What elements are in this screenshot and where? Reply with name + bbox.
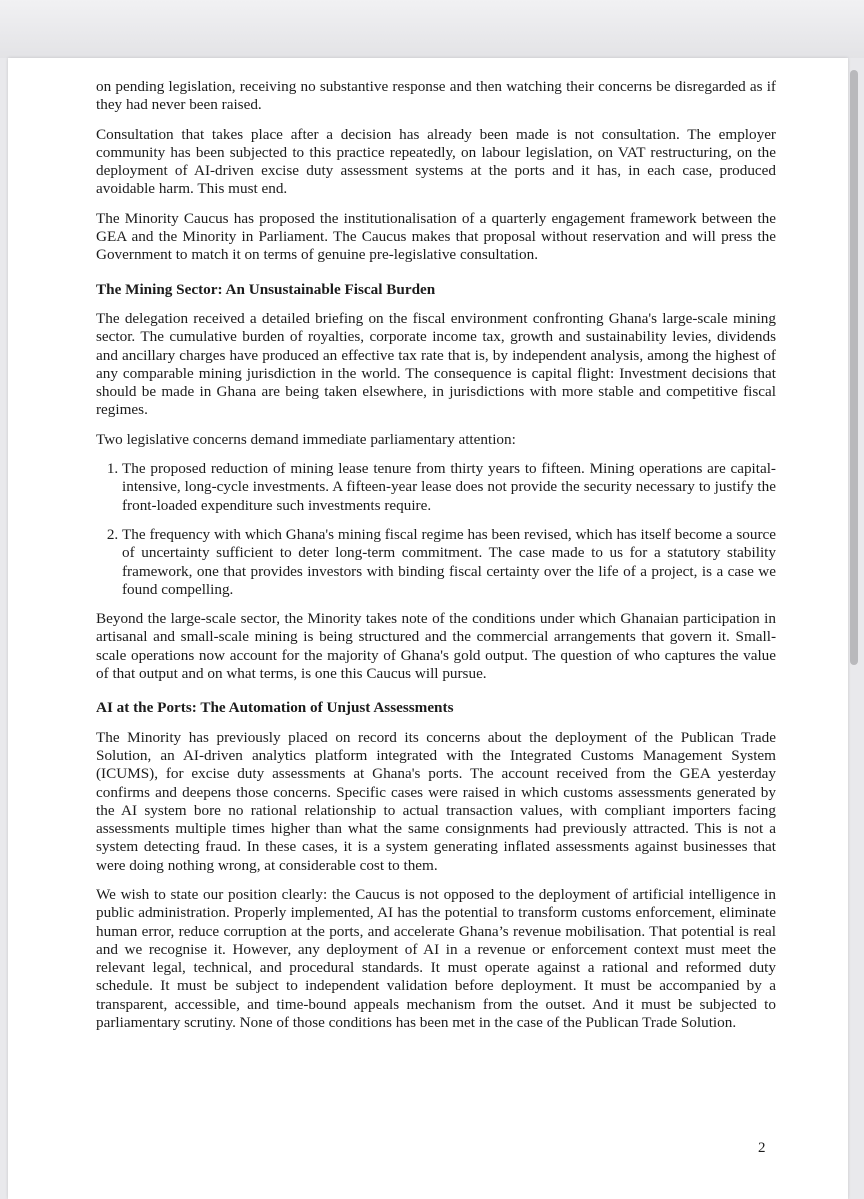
ai-paragraph-2: We wish to state our position clearly: the Caucus is not opposed to the deployment of artificial intelligence in public administration. Properly implemented, AI has the potential to transform customs enforcement, eliminate human error, reduce corruption at the ports, and accelerate Ghana’s revenue mobilisation. That potential is real and we recognise it. However, any deployment of AI in a revenue or enforcement context must meet the relevant legal, technical, and procedural standards. It must operate against a rational and reformed duty schedule. It must be subject to independent validation before deployment. It must be accompanied by a transparent, accessible, and time-bound appeals mechanism from the outset. And it must be subjected to parliamentary scrutiny. None of those conditions has been met in the case of the Publican Trade Solution. (96, 885, 776, 1032)
intro-continuation: on pending legislation, receiving no substantive response and then watching their concerns be disregarded as if they had never been raised. (96, 78, 776, 114)
mining-paragraph-3: Beyond the large-scale sector, the Minority takes note of the conditions under which Ghanaian participation in artisanal and small-scale mining is being structured and the commercial arrangements that govern it. Small-scale operations now account for the majority of Ghana's gold output. The question of who captures the value of that output and on what terms, is one this Caucus will pursue. (96, 610, 776, 683)
paragraph-consultation: Consultation that takes place after a decision has already been made is not consultation. The employer community has been subjected to this practice repeatedly, on labour legislation, on VAT restructuring, on the deployment of AI-driven excise duty assessment systems at the ports and it has, in each case, produced avoidable harm. This must end. (96, 125, 776, 198)
viewer-toolbar (0, 0, 864, 58)
page-content (96, 78, 776, 1043)
ai-paragraph-1: The Minority has previously placed on record its concerns about the deployment of the Publican Trade Solution, an AI-driven analytics platform integrated with the Integrated Customs Management System (ICUMS), for excise duty assessments at Ghana's ports. The account received from the GEA yesterday confirms and deepens those concerns. Specific cases were raised in which customs assessments generated by the AI system bore no rational relationship to actual transaction values, with compliant importers facing assessments multiple times higher than what the same consignments had previously attracted. This is not a system detecting fraud. In these cases, it is a system generating inflated assessments against businesses that were doing nothing wrong, at considerable cost to them. (96, 728, 776, 874)
mining-concerns-list (96, 460, 776, 599)
page-number: 2 (758, 1140, 766, 1156)
list-item: 1. The proposed reduction of mining lease tenure from thirty years to fifteen. Mining operations are capital-intensive, long-cycle investments. A fifteen-year lease does not provide the security necessary to justify the front-loaded expenditure such investments require. (122, 460, 776, 515)
vertical-scrollbar[interactable] (850, 70, 858, 665)
list-item: 2. The frequency with which Ghana's mining fiscal regime has been revised, which has itself become a source of uncertainty sufficient to deter long-term commitment. The case made to us for a statutory stability framework, one that provides investors with binding fiscal certainty over the life of a project, is a case we found compelling. (122, 526, 776, 599)
ai-heading: AI at the Ports: The Automation of Unjust Assessments (96, 699, 454, 717)
mining-paragraph-1: The delegation received a detailed briefing on the fiscal environment confronting Ghana's large-scale mining sector. The cumulative burden of royalties, corporate income tax, growth and sustainability levies, dividends and ancillary charges have produced an effective tax rate that is, by independent analysis, among the highest of any comparable mining jurisdiction in the world. The consequence is capital flight: Investment decisions that should be made in Ghana are being taken elsewhere, in jurisdictions with more stable and competitive fiscal regimes. (96, 309, 776, 419)
mining-heading: The Mining Sector: An Unsustainable Fiscal Burden (96, 280, 436, 298)
document-page (8, 58, 848, 1199)
paragraph-framework: The Minority Caucus has proposed the institutionalisation of a quarterly engagement framework between the GEA and the Minority in Parliament. The Caucus makes that proposal without reservation and will press the Government to match it on terms of genuine pre-legislative consultation. (96, 209, 776, 264)
mining-paragraph-2: Two legislative concerns demand immediate parliamentary attention: (96, 430, 516, 448)
